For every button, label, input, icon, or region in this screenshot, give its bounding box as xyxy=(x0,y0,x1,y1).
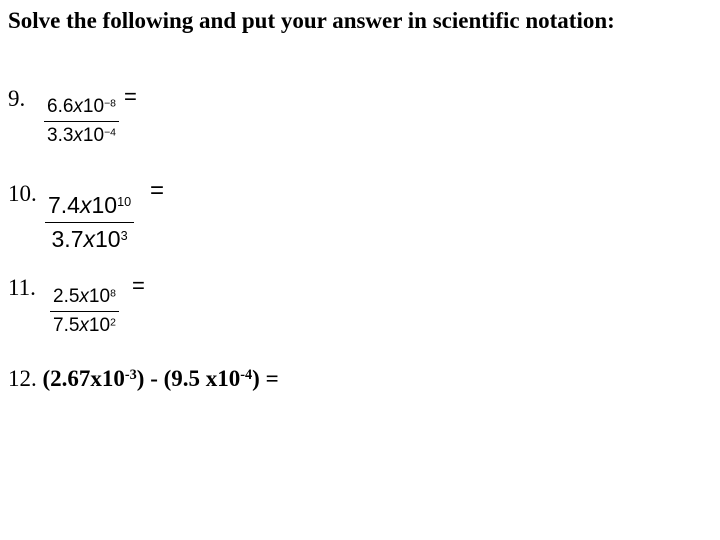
problem-10-equals: = xyxy=(150,177,165,204)
problem-10-denominator: $3.7x10^3$ xyxy=(51,226,128,252)
problem-12-number: 12. xyxy=(8,366,37,391)
problem-10-fraction xyxy=(45,192,134,253)
problem-9-numerator: $6.6x10^{-8}$ xyxy=(47,96,116,117)
problem-9-denominator: $3.3x10^{-4}$ xyxy=(47,125,116,146)
problem-9-fraction xyxy=(44,96,119,147)
problem-11-denominator: $7.5x10^2$ xyxy=(53,315,116,336)
problem-11-number: 11. xyxy=(8,275,36,300)
problem-10-fraction-bar xyxy=(45,222,134,223)
problem-9-equals: = xyxy=(124,84,137,109)
problem-11-equals: = xyxy=(132,273,145,298)
problem-9-fraction-bar xyxy=(44,121,119,122)
problem-11-numerator: $2.5x10^8$ xyxy=(53,286,116,307)
worksheet-title: Solve the following and put your answer in scientific notation: xyxy=(8,8,615,33)
problem-12-expression: $(2.67x10^{-3}) - (9.5$ $x10^{-4}$) = xyxy=(42,366,279,391)
problem-11-fraction xyxy=(50,286,119,337)
problem-10-number: 10. xyxy=(8,181,37,206)
problem-10-numerator: $7.4x10^{10}$ xyxy=(48,192,132,218)
problem-11-fraction-bar xyxy=(50,311,119,312)
problem-12 xyxy=(8,366,279,392)
problem-9-number: 9. xyxy=(8,86,26,111)
